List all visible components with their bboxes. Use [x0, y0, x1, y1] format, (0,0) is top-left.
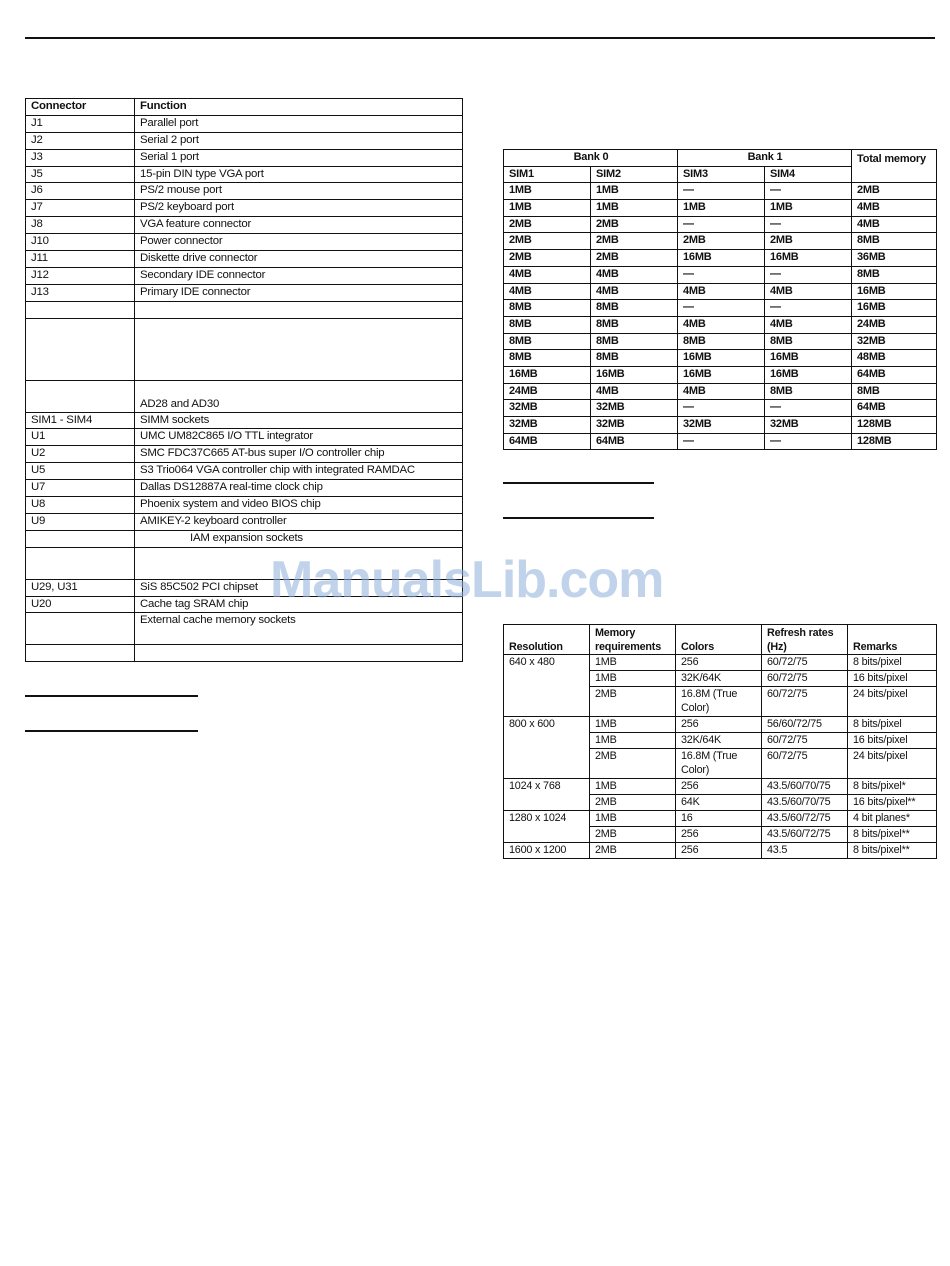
refresh-cell: 60/72/75 — [762, 655, 848, 671]
caption-rule — [503, 517, 654, 519]
sim-cell: — — [765, 183, 852, 200]
connector-cell: J11 — [26, 251, 135, 268]
function-cell — [135, 318, 463, 380]
sim-cell: 32MB — [765, 417, 852, 434]
function-cell: Power connector — [135, 234, 463, 251]
memory-cell: 1MB — [590, 733, 676, 749]
sim-cell: 8MB — [504, 350, 591, 367]
table-row — [504, 350, 937, 367]
table-row — [26, 497, 463, 514]
colors-cell: 16 — [676, 811, 762, 827]
sim-cell: 1MB — [591, 200, 678, 217]
table-row — [26, 645, 463, 662]
memory-cell: 1MB — [590, 717, 676, 733]
memory-cell: 2MB — [590, 843, 676, 859]
sim-cell: 16MB — [765, 250, 852, 267]
table-row — [26, 513, 463, 530]
refresh-cell: 43.5/60/70/75 — [762, 795, 848, 811]
table-row — [26, 480, 463, 497]
function-cell: Primary IDE connector — [135, 284, 463, 301]
sim-cell: 8MB — [591, 333, 678, 350]
sim-cell: 4MB — [678, 283, 765, 300]
table-row — [26, 446, 463, 463]
refresh-cell: 43.5/60/72/75 — [762, 811, 848, 827]
table-row — [504, 233, 937, 250]
memory-requirements-header: Memory requirements — [590, 625, 676, 655]
caption-rule — [25, 730, 198, 732]
connector-cell — [26, 380, 135, 412]
memory-cell: 1MB — [590, 811, 676, 827]
total-memory-cell: 24MB — [852, 316, 937, 333]
function-cell: Phoenix system and video BIOS chip — [135, 497, 463, 514]
table-row — [26, 115, 463, 132]
connector-cell: J12 — [26, 267, 135, 284]
sim-cell: 4MB — [504, 283, 591, 300]
colors-cell: 256 — [676, 655, 762, 671]
sim-cell: 64MB — [504, 433, 591, 450]
connector-cell: U20 — [26, 596, 135, 613]
bank0-header: Bank 0 — [504, 150, 678, 167]
sim-cell: 2MB — [591, 250, 678, 267]
colors-cell: 32K/64K — [676, 671, 762, 687]
table-row — [26, 234, 463, 251]
connector-cell: U8 — [26, 497, 135, 514]
function-cell: VGA feature connector — [135, 217, 463, 234]
refresh-cell: 60/72/75 — [762, 671, 848, 687]
function-cell — [135, 645, 463, 662]
sim-cell: — — [765, 216, 852, 233]
sim-cell: 8MB — [765, 333, 852, 350]
watermark: ManualsLib.com — [270, 551, 664, 609]
resolution-header: Resolution — [504, 625, 590, 655]
sim-cell: 8MB — [504, 333, 591, 350]
colors-cell: 256 — [676, 827, 762, 843]
sim-cell: 16MB — [678, 366, 765, 383]
sim-cell: 4MB — [765, 283, 852, 300]
table-row — [504, 366, 937, 383]
sim-cell: 2MB — [504, 233, 591, 250]
sim-cell: 32MB — [591, 400, 678, 417]
sim-cell: 32MB — [504, 400, 591, 417]
remarks-cell: 16 bits/pixel — [848, 671, 937, 687]
refresh-cell: 43.5/60/70/75 — [762, 779, 848, 795]
connector-cell — [26, 645, 135, 662]
sim-cell: — — [678, 216, 765, 233]
colors-cell: 256 — [676, 843, 762, 859]
connector-cell: J5 — [26, 166, 135, 183]
total-memory-cell: 16MB — [852, 283, 937, 300]
connector-cell: U7 — [26, 480, 135, 497]
table-row — [504, 417, 937, 434]
resolution-cell: 1280 x 1024 — [504, 811, 590, 843]
sim-cell: 4MB — [591, 283, 678, 300]
connector-cell — [26, 318, 135, 380]
total-memory-cell: 2MB — [852, 183, 937, 200]
connector-cell: J3 — [26, 149, 135, 166]
function-cell: UMC UM82C865 I/O TTL integrator — [135, 429, 463, 446]
sim-cell: 2MB — [504, 250, 591, 267]
connector-cell: U29, U31 — [26, 579, 135, 596]
table-row — [26, 183, 463, 200]
sim-cell: 4MB — [765, 316, 852, 333]
resolution-cell: 1600 x 1200 — [504, 843, 590, 859]
connector-cell: J1 — [26, 115, 135, 132]
sim2-header: SIM2 — [591, 166, 678, 183]
sim-cell: — — [765, 300, 852, 317]
sim-cell: — — [678, 300, 765, 317]
remarks-cell: 16 bits/pixel — [848, 733, 937, 749]
table-row — [504, 216, 937, 233]
caption-rule — [503, 482, 654, 484]
function-cell: AD28 and AD30 — [135, 380, 463, 412]
remarks-cell: 8 bits/pixel — [848, 717, 937, 733]
function-cell: SiS 85C502 PCI chipset — [135, 579, 463, 596]
sim-cell: 2MB — [678, 233, 765, 250]
sim-cell: 8MB — [504, 316, 591, 333]
table-row — [504, 811, 937, 827]
sim-cell: 4MB — [678, 316, 765, 333]
sim-cell: 32MB — [504, 417, 591, 434]
function-cell: External cache memory sockets — [135, 613, 463, 645]
bank1-header: Bank 1 — [678, 150, 852, 167]
function-header: Function — [135, 99, 463, 116]
total-memory-cell: 16MB — [852, 300, 937, 317]
connector-cell: J13 — [26, 284, 135, 301]
table-row — [26, 530, 463, 547]
total-memory-cell: 64MB — [852, 366, 937, 383]
sim-cell: 8MB — [591, 316, 678, 333]
remarks-cell: 24 bits/pixel — [848, 749, 937, 779]
remarks-cell: 8 bits/pixel** — [848, 827, 937, 843]
sim-cell: 16MB — [765, 350, 852, 367]
sim4-header: SIM4 — [765, 166, 852, 183]
sim-cell: — — [678, 183, 765, 200]
connector-header: Connector — [26, 99, 135, 116]
sim-cell: — — [678, 266, 765, 283]
caption-rule — [25, 695, 198, 697]
table-row — [504, 843, 937, 859]
table-row — [504, 333, 937, 350]
remarks-cell: 8 bits/pixel — [848, 655, 937, 671]
memory-cell: 2MB — [590, 795, 676, 811]
memory-cell: 2MB — [590, 687, 676, 717]
remarks-header: Remarks — [848, 625, 937, 655]
colors-header: Colors — [676, 625, 762, 655]
remarks-cell: 8 bits/pixel** — [848, 843, 937, 859]
sim-cell: 1MB — [765, 200, 852, 217]
memory-cell: 2MB — [590, 749, 676, 779]
sim-cell: 64MB — [591, 433, 678, 450]
connector-cell: U2 — [26, 446, 135, 463]
memory-cell: 1MB — [590, 655, 676, 671]
total-memory-cell: 64MB — [852, 400, 937, 417]
total-memory-cell: 128MB — [852, 417, 937, 434]
colors-cell: 256 — [676, 779, 762, 795]
table-row — [504, 655, 937, 671]
table-row — [504, 383, 937, 400]
remarks-cell: 24 bits/pixel — [848, 687, 937, 717]
sim-cell: 4MB — [678, 383, 765, 400]
table-row — [504, 779, 937, 795]
refresh-cell: 43.5/60/72/75 — [762, 827, 848, 843]
total-memory-cell: 8MB — [852, 233, 937, 250]
connector-cell: J10 — [26, 234, 135, 251]
connector-cell: U5 — [26, 463, 135, 480]
table-row — [504, 283, 937, 300]
function-cell: 15-pin DIN type VGA port — [135, 166, 463, 183]
total-memory-cell: 4MB — [852, 216, 937, 233]
resolution-cell: 1024 x 768 — [504, 779, 590, 811]
refresh-cell: 56/60/72/75 — [762, 717, 848, 733]
total-memory-cell: 36MB — [852, 250, 937, 267]
table-row — [26, 463, 463, 480]
connector-cell: J8 — [26, 217, 135, 234]
function-cell: Diskette drive connector — [135, 251, 463, 268]
colors-cell: 16.8M (True Color) — [676, 749, 762, 779]
memory-configuration-table — [503, 149, 937, 450]
table-row — [26, 284, 463, 301]
function-cell: Serial 2 port — [135, 132, 463, 149]
table-row — [26, 429, 463, 446]
sim-cell: 2MB — [591, 216, 678, 233]
total-memory-header: Total memory — [852, 150, 937, 183]
sim-cell: 8MB — [765, 383, 852, 400]
sim-cell: — — [678, 400, 765, 417]
sim-cell: 4MB — [591, 383, 678, 400]
function-cell: SIMM sockets — [135, 412, 463, 429]
connector-cell: J6 — [26, 183, 135, 200]
sim-cell: 1MB — [504, 183, 591, 200]
total-memory-cell: 8MB — [852, 266, 937, 283]
refresh-cell: 60/72/75 — [762, 749, 848, 779]
sim-cell: — — [765, 266, 852, 283]
table-row — [26, 613, 463, 645]
connector-cell — [26, 613, 135, 645]
memory-cell: 1MB — [590, 671, 676, 687]
page-top-rule — [25, 37, 935, 39]
sim-cell: 16MB — [678, 250, 765, 267]
sim-cell: — — [765, 433, 852, 450]
table-row — [504, 400, 937, 417]
refresh-cell: 60/72/75 — [762, 687, 848, 717]
table-row — [504, 433, 937, 450]
function-cell: Dallas DS12887A real-time clock chip — [135, 480, 463, 497]
connector-cell: J7 — [26, 200, 135, 217]
sim-cell: 16MB — [678, 350, 765, 367]
sim-cell: 32MB — [591, 417, 678, 434]
sim-cell: — — [678, 433, 765, 450]
function-cell: PS/2 mouse port — [135, 183, 463, 200]
sim-cell: 2MB — [504, 216, 591, 233]
sim-cell: 1MB — [504, 200, 591, 217]
table-row — [504, 717, 937, 733]
memory-cell: 1MB — [590, 779, 676, 795]
function-cell: Serial 1 port — [135, 149, 463, 166]
function-cell: Cache tag SRAM chip — [135, 596, 463, 613]
table-row — [26, 301, 463, 318]
function-cell: AMIKEY-2 keyboard controller — [135, 513, 463, 530]
sim-cell: 1MB — [678, 200, 765, 217]
video-resolution-table — [503, 624, 937, 859]
refresh-cell: 43.5 — [762, 843, 848, 859]
function-cell — [135, 301, 463, 318]
function-cell: Secondary IDE connector — [135, 267, 463, 284]
resolution-cell: 800 x 600 — [504, 717, 590, 779]
refresh-cell: 60/72/75 — [762, 733, 848, 749]
table-row — [26, 217, 463, 234]
function-cell: IAM expansion sockets — [135, 530, 463, 547]
table-row — [26, 166, 463, 183]
connector-cell: J2 — [26, 132, 135, 149]
table-row — [26, 251, 463, 268]
sim-cell: 32MB — [678, 417, 765, 434]
total-memory-cell: 48MB — [852, 350, 937, 367]
table-row — [504, 316, 937, 333]
sim-cell: 2MB — [591, 233, 678, 250]
table-row — [504, 266, 937, 283]
table-row — [504, 250, 937, 267]
sim1-header: SIM1 — [504, 166, 591, 183]
function-cell: Parallel port — [135, 115, 463, 132]
total-memory-cell: 128MB — [852, 433, 937, 450]
resolution-cell: 640 x 480 — [504, 655, 590, 717]
remarks-cell: 16 bits/pixel** — [848, 795, 937, 811]
sim-cell: 8MB — [678, 333, 765, 350]
table-row — [504, 183, 937, 200]
table-row — [26, 318, 463, 380]
connector-cell — [26, 547, 135, 579]
refresh-rates-header: Refresh rates (Hz) — [762, 625, 848, 655]
function-cell: SMC FDC37C665 AT-bus super I/O controller chip — [135, 446, 463, 463]
connector-cell: U1 — [26, 429, 135, 446]
total-memory-cell: 4MB — [852, 200, 937, 217]
sim-cell: 16MB — [765, 366, 852, 383]
table-row — [26, 380, 463, 412]
sim-cell: — — [765, 400, 852, 417]
sim-cell: 8MB — [504, 300, 591, 317]
memory-cell: 2MB — [590, 827, 676, 843]
connector-cell — [26, 530, 135, 547]
sim-cell: 8MB — [591, 300, 678, 317]
total-memory-cell: 8MB — [852, 383, 937, 400]
sim-cell: 16MB — [504, 366, 591, 383]
colors-cell: 64K — [676, 795, 762, 811]
connector-cell: U9 — [26, 513, 135, 530]
table-row — [26, 200, 463, 217]
colors-cell: 32K/64K — [676, 733, 762, 749]
sim-cell: 1MB — [591, 183, 678, 200]
sim-cell: 4MB — [591, 266, 678, 283]
table-row — [504, 300, 937, 317]
sim-cell: 2MB — [765, 233, 852, 250]
table-row — [26, 412, 463, 429]
table-row — [26, 149, 463, 166]
function-cell: PS/2 keyboard port — [135, 200, 463, 217]
sim3-header: SIM3 — [678, 166, 765, 183]
sim-cell: 16MB — [591, 366, 678, 383]
sim-cell: 4MB — [504, 266, 591, 283]
sim-cell: 24MB — [504, 383, 591, 400]
sim-cell: 8MB — [591, 350, 678, 367]
function-cell: S3 Trio064 VGA controller chip with integrated RAMDAC — [135, 463, 463, 480]
remarks-cell: 8 bits/pixel* — [848, 779, 937, 795]
connector-cell: SIM1 - SIM4 — [26, 412, 135, 429]
colors-cell: 256 — [676, 717, 762, 733]
total-memory-cell: 32MB — [852, 333, 937, 350]
table-row — [26, 132, 463, 149]
table-row — [26, 267, 463, 284]
colors-cell: 16.8M (True Color) — [676, 687, 762, 717]
remarks-cell: 4 bit planes* — [848, 811, 937, 827]
connector-cell — [26, 301, 135, 318]
table-row — [504, 200, 937, 217]
